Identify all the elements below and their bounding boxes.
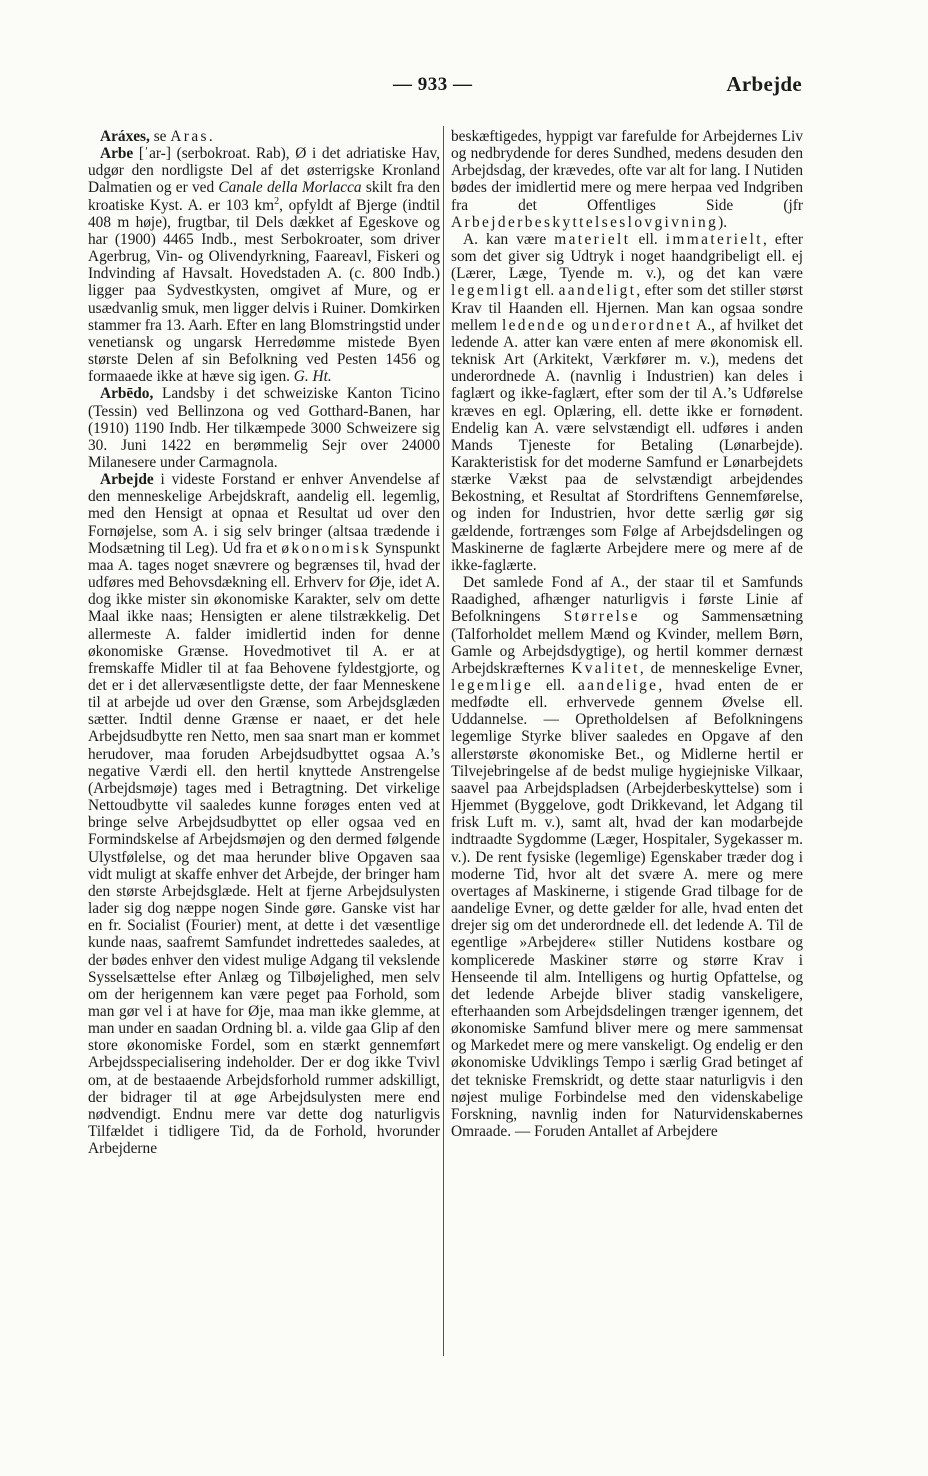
text-run: A., af hvilket det ledende A. atter kan være enten af mere økonomisk ell. teknisk Art (Arkitekt, Værkfører m. v.), medens det underordnede A. (navnlig i Industrien) kan deles i faglært og ikke-faglært, efter som der til A.’s Udførelse kræves en egl. Oplæring, ell. dette ikke er fornødent. Endelig kan A. være selvstændigt ell. udføres i anden Mands Tjeneste for Betaling (Lønarbejde). Karakteristisk for det moderne Samfund er Lønarbejdets stærke Vækst paa de selvstændigt arbejdendes Bekostning, et Resultat af Stordriftens Gennemførelse, og inden for Industrien, hvor dette særlig gør sig gældende, fortrænges som Følge af Arbejdsdelingen og Maskinerne de faglærte Arbejdere mere og mere af de ikke-faglærte. <box>451 316 803 574</box>
superscript: 2 <box>274 195 280 207</box>
text-run: ell. <box>533 677 578 694</box>
page-number: — 933 — <box>393 74 473 95</box>
spaced-term: aandelige <box>577 677 659 694</box>
text-run: A. kan være <box>463 230 555 248</box>
text-run: , de menneskelige Evner, <box>639 659 803 677</box>
paragraph <box>88 385 440 471</box>
italic-term: G. Ht. <box>293 368 332 386</box>
column-divider <box>443 126 444 1356</box>
text-run: Synspunkt maa A. tages noget snævrere og begrænses til, hvad der udføres med Behovsdækning ell. Erhverv for Øje, idet A. dog ikke mister sin økonomiske Karakter, selv om dette Maal ikke naas; Hensigten er alene tilstrækkelig. Det allermeste A. falder imidlertid inden for denne økonomiske Grænse. Hovedmotivet til A. er at fremskaffe Midler til at faa Behovene fyldestgjorte, og det er i det allervæsentligste dette, der faar Menneskene til at arbejde ud over den Grænse, som Arbejdsglæden sætter. Indtil denne Grænse er naaet, er det hele Arbejdsudbytte ren Netto, men saa snart man er kommet herudover, maa foruden Arbejdsudbyttet ogsaa A.’s negative Værdi ell. den hertil knyttede Anstrengelse (Arbejdsmøje) tages med i Betragtning. Det virkelige Nettoudbytte vil saaledes kunne forøges enten ved at bringe selve Arbejdsudbyttet op eller ogsaa ved en Formindskelse af Arbejdsmøjen og den dermed følgende Ulystfølelse, og det maa herunder blive Opgaven saa vidt muligt at skaffe enhver det Arbejde, der bringer ham den største Arbejdsglæde. Helt at fjerne Arbejdsulysten lader sig dog næppe nogen Sinde gøre. Ganske vist har en fr. Socialist (Fourier) ment, at dette i det væsentlige kunde naas, saafremt Samfundet indrettedes saaledes, at der bødes enhver den videst mulige Adgang til vekslende Sysselsættelse efter Anlæg og Tilbøjelighed, men selv om der herigennem kan være peget paa Forhold, som man gør vel i at have for Øje, maa man ikke glemme, at man under en saadan Ordning bl. a. vilde gaa Glip af den store økonomiske Fordel, som en stærkt gennemført Arbejdsspecialisering indeholder. Der er dog ikke Tvivl om, at de bestaaende Arbejdsforhold rummer adskilligt, der bidrager til at øge Arbejdsulysten mere end nødvendigt. Endnu mere var dette dog naturligvis Tilfældet i tidligere Tid, da de Forhold, hvorunder Arbejderne <box>88 539 440 1158</box>
spaced-term: Kvalitet <box>571 659 640 677</box>
text-run: [ˈar-] (serbokroat. Rab), Ø i det adriatiske Hav, udgør den nordligste Del af det østerrigske Kronland Dalmatien og er ved <box>88 145 440 197</box>
paragraph <box>88 471 440 1157</box>
text-run: , efter som det giver sig Udtryk i noget haandgribeligt ell. ej (Lærer, Læge, Tyende m. v.), og det kan være <box>451 230 803 283</box>
spaced-term: aandeligt <box>558 282 637 300</box>
italic-term: Canale della Morlacca <box>218 179 362 197</box>
text-run: skilt fra den kroatiske Kyst. A. er 103 km <box>88 179 440 214</box>
headword: Arbejde <box>100 471 154 489</box>
paragraph <box>451 128 803 231</box>
text-run: og <box>566 316 592 334</box>
spaced-term: immaterielt <box>665 230 763 248</box>
paragraph <box>88 128 440 145</box>
spaced-term: materielt <box>554 230 631 248</box>
spaced-term: Arbejderbeskyttelseslovgivning <box>451 213 719 231</box>
text-run: Landsby i det schweiziske Kanton Ticino (Tessin) ved Bellinzona og ved Gotthard-Banen, har (1910) 1190 Indb. Her tilkæmpede 3000 Schweizere sig 30. Juni 1422 en berømmelig Sejr over 24000 Milanesere under Carmagnola. <box>88 385 440 471</box>
text-run: , hvad enten de er medfødte ell. erhvervede gennem Øvelse ell. Uddannelse. — Opretholdelsen af Befolkningens legemlige Styrke bliver saaledes en Opgave af den allerstørste økonomiske Bet., og Midlerne hertil er Tilvejebringelse af de bedst mulige hygiejniske Vilkaar, saavel paa Arbejdspladsen (Arbejderbeskyttelse) som i Hjemmet (Byggelove, godt Drikkevand, let Adgang til frisk Luft m. v.), samt alt, hvad der kan modarbejde indtraadte Sygdomme (Læger, Hospitaler, Sygekasser m. v.). De rent fysiske (legemlige) Egenskaber træder dog i moderne Tid, hvor alt det svære A. mere og mere overtages af Maskinerne, i stigende Grad tilbage for de aandelige Evner, og dette gælder for alle, hvad enten det drejer sig om det underordnede ell. det ledende A. Til de egentlige »Arbejdere« stiller Nutidens kostbare og komplicerede Maskiner større og større Krav i Henseende til alm. Intelligens og hurtig Opfattelse, og det ledende Arbejde bliver stadig vanskeligere, efterhaanden som Arbejdsdelingen trænger igennem, det økonomiske Samfund bliver mere og mere sammensat og Markedet mere og mere vanskeligt. Og endelig er den økonomiske Udviklings Tempo i særlig Grad betinget af det tekniske Fremskridt, og dette staar naturligvis i den nøjest mulige Forbindelse med den videnskabelige Forskning, navnlig inden for Naturvidenskabernes Omraade. — Foruden Antallet af Arbejdere <box>451 677 803 1141</box>
paragraph <box>88 145 440 385</box>
text-run: beskæftigedes, hyppigt var farefulde for Arbejdernes Liv og nedbrydende for deres Sundhed, medens desuden den Arbejdsdag, der krævedes, ofte var alt for lang. I Nutiden bødes der imidlertid mere og mere herpaa ved Indgriben fra det Offentliges Side (jfr <box>451 128 803 214</box>
text-run: , efter som det stiller størst Krav til Haanden ell. Hjernen. Man kan ogsaa sondre mellem <box>451 282 803 334</box>
spaced-term: legemlige <box>451 677 534 694</box>
spaced-term: Aras <box>170 128 209 145</box>
paragraph <box>451 574 803 1140</box>
spaced-term: Størrelse <box>563 608 640 626</box>
text-run: og Sammensætning (Talforholdet mellem Mænd og Kvinder, mellem Børn, Gamle og Arbejdsdygtige), og hertil kommer dernæst Arbejdskræfternes <box>451 608 803 677</box>
headword: Arbēdo, <box>100 385 154 403</box>
left-column <box>88 128 440 1358</box>
running-head: Arbejde <box>726 72 802 96</box>
text-run: , opfyldt af Bjerge (indtil 408 m høje), frugtbar, til Dels dækket af Egeskove og har (1900) 4465 Indb., mest Serbokroater, som driver Agerbrug, Vin- og Olivendyrkning, Faareavl, Fiskeri og Indvinding af Havsalt. Hovedstaden A. (c. 800 Indb.) ligger paa Sydvestkysten, omgivet af Mure, og er usædvanlig smuk, men ligger delvis i Ruiner. Domkirken stammer fra 13. Aarh. Efter en lang Blomstringstid under venetiansk og ungarsk Herredømme mistede Byen største Delen af sin Befolkning ved Pesten 1456 og formaaede ikke at hæve sig igen. <box>88 196 440 386</box>
text-run: ell. <box>630 230 666 248</box>
spaced-term: underordnet <box>591 316 693 334</box>
text-run: se <box>149 128 171 145</box>
text-run: i videste Forstand er enhver Anvendelse af den menneskelige Arbejdskraft, aandelig ell. legemlig, med den Hensigt at opnaa et Resultat ud over den Fornøjelse, som A. i sig selv bringer (altsaa trædende i Modsætning til Leg). Ud fra et <box>88 471 440 557</box>
spaced-term: ledende <box>501 316 567 334</box>
page-header <box>88 74 802 104</box>
right-column <box>451 128 803 1358</box>
spaced-term: økonomisk <box>281 539 372 557</box>
text-run: Det samlede Fond af A., der staar til et Samfunds Raadighed, afhænger naturligvis i første Linie af Befolkningens <box>451 574 803 626</box>
text-run: ell. <box>530 282 559 300</box>
headword: Arbe <box>100 145 134 163</box>
text-run: . <box>208 128 213 145</box>
text-run: ). <box>718 213 728 231</box>
headword: Aráxes, <box>100 128 150 145</box>
spaced-term: legemligt <box>451 282 531 300</box>
paragraph <box>451 231 803 574</box>
